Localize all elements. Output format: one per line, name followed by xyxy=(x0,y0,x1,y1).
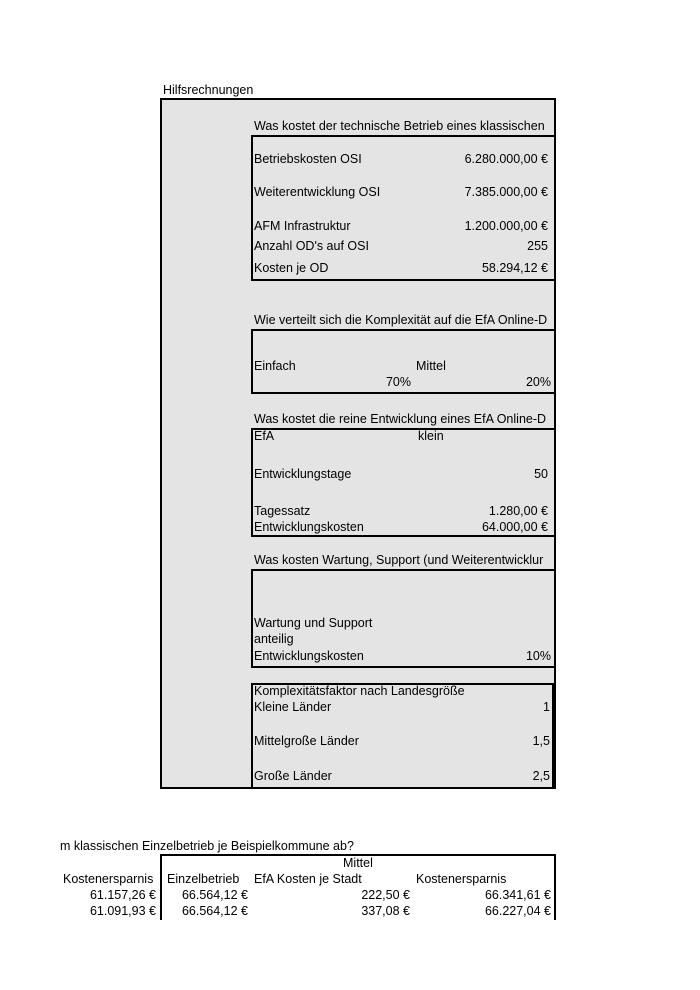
table-cell: 337,08 € xyxy=(361,904,410,918)
row-value: 58.294,12 € xyxy=(481,261,548,275)
bottom-group-header: Mittel xyxy=(343,856,373,870)
complexity-label-einfach: Einfach xyxy=(254,359,296,373)
table-cell: 66.341,61 € xyxy=(484,888,551,902)
col-header-klein: klein xyxy=(418,429,444,443)
row-label: Entwicklungstage xyxy=(254,467,352,481)
bottom-header: Einzelbetrieb xyxy=(167,872,240,886)
row-label: Anzahl OD's auf OSI xyxy=(254,239,369,253)
table-cell: 66.564,12 € xyxy=(181,888,248,902)
section2-question: Wie verteilt sich die Komplexität auf die EfA Online-D xyxy=(254,313,548,327)
row-value: 6.280.000,00 € xyxy=(464,152,548,166)
bottom-header: Kostenersparnis xyxy=(63,872,154,886)
row-value: 1.200.000,00 € xyxy=(464,219,548,233)
row-value: 1,5 xyxy=(532,734,550,748)
row-label: Kosten je OD xyxy=(254,261,329,275)
row-label: Weiterentwicklung OSI xyxy=(254,185,381,199)
row-value: 1 xyxy=(543,700,550,714)
row-label: Mittelgroße Länder xyxy=(254,734,359,748)
complexity-value-einfach: 70% xyxy=(385,375,411,389)
complexity-label-mittel: Mittel xyxy=(416,359,446,373)
row-label: AFM Infrastruktur xyxy=(254,219,351,233)
maintenance-label-line1: Wartung und Support xyxy=(254,616,373,630)
row-label: Große Länder xyxy=(254,769,332,783)
row-label: Betriebskosten OSI xyxy=(254,152,362,166)
complexity-value-mittel: 20% xyxy=(525,375,551,389)
row-value: 255 xyxy=(527,239,548,253)
table-cell: 222,50 € xyxy=(361,888,410,902)
section3-question: Was kostet die reine Entwicklung eines EfA Online-D xyxy=(254,412,547,426)
table-cell: 66.564,12 € xyxy=(181,904,248,918)
maintenance-label-line2: anteilig xyxy=(254,632,294,646)
bottom-header: Kostenersparnis xyxy=(416,872,507,886)
maintenance-label-line3: Entwicklungskosten xyxy=(254,649,364,663)
row-value: 64.000,00 € xyxy=(481,520,548,534)
row-value: 50 xyxy=(534,467,548,481)
row-value: 1.280,00 € xyxy=(488,504,548,518)
section1-question: Was kostet der technische Betrieb eines klassischen xyxy=(254,119,545,133)
row-value: 7.385.000,00 € xyxy=(464,185,548,199)
row-label: Tagessatz xyxy=(254,504,311,518)
section4-question: Was kosten Wartung, Support (und Weiterentwicklur xyxy=(254,553,544,567)
bottom-question: m klassischen Einzelbetrieb je Beispielkommune ab? xyxy=(60,839,354,853)
section5-title: Komplexitätsfaktor nach Landesgröße xyxy=(254,684,465,698)
page-heading: Hilfsrechnungen xyxy=(163,83,254,97)
col-header-efa: EfA xyxy=(254,429,275,443)
row-value: 2,5 xyxy=(532,769,550,783)
maintenance-value: 10% xyxy=(525,649,551,663)
table-cell: 61.091,93 € xyxy=(89,904,156,918)
table-cell: 61.157,26 € xyxy=(89,888,156,902)
row-label: Entwicklungskosten xyxy=(254,520,364,534)
bottom-header: EfA Kosten je Stadt xyxy=(254,872,362,886)
table-cell: 66.227,04 € xyxy=(484,904,551,918)
row-label: Kleine Länder xyxy=(254,700,332,714)
